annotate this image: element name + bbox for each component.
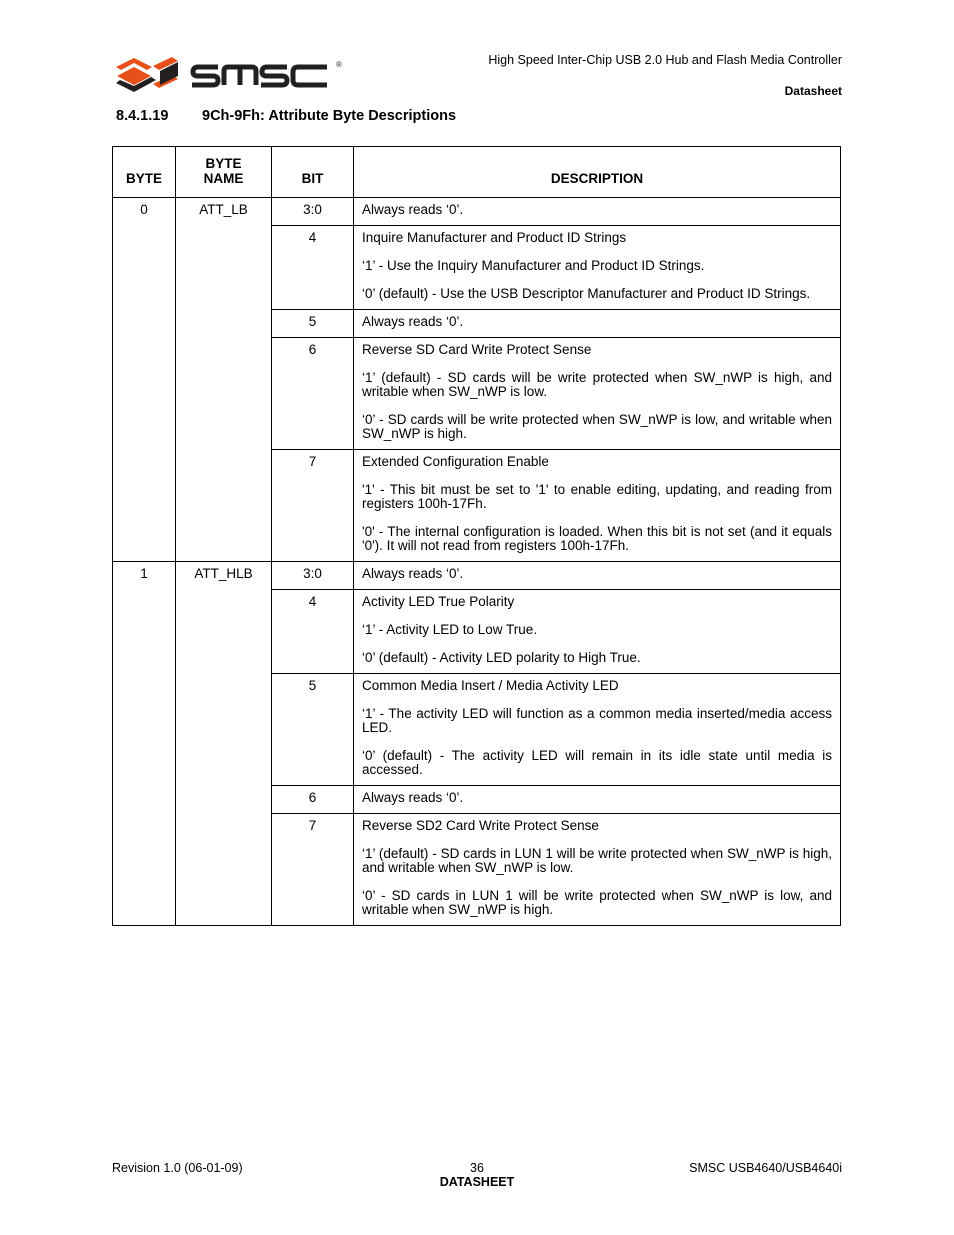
description-paragraph: ‘0’ - SD cards in LUN 1 will be write protected when SW_nWP is low, and writable when SW_nWP is high. [362, 888, 832, 917]
description-paragraph: '0' - The internal configuration is loaded. When this bit is not set (and it equals '0'). It will not read from registers 100h-17Fh. [362, 524, 832, 553]
bit-cell: 4 [272, 590, 354, 674]
bit-cell: 3:0 [272, 562, 354, 590]
section-number: 8.4.1.19 [116, 108, 169, 124]
description-cell [354, 310, 841, 338]
description-title: Common Media Insert / Media Activity LED [362, 678, 619, 693]
description-cell [354, 786, 841, 814]
description-paragraph: ‘1’ - Use the Inquiry Manufacturer and Product ID Strings. [362, 258, 705, 273]
logo-mark-icon [116, 57, 178, 92]
smsc-logo [114, 54, 350, 96]
bit-cell: 7 [272, 450, 354, 562]
description-paragraph: ‘0’ (default) - Activity LED polarity to High True. [362, 650, 641, 665]
document-title: High Speed Inter-Chip USB 2.0 Hub and Flash Media Controller [488, 53, 842, 67]
description-paragraph: ‘0’ (default) - The activity LED will remain in its idle state until media is accessed. [362, 748, 832, 777]
table-row [113, 198, 841, 226]
description-title: Always reads ‘0’. [362, 314, 464, 329]
bit-cell: 6 [272, 338, 354, 450]
description-cell [354, 562, 841, 590]
description-cell [354, 226, 841, 310]
description-cell [354, 338, 841, 450]
table-body [113, 198, 841, 926]
description-title: Activity LED True Polarity [362, 594, 515, 609]
footer-page-number: 36 [470, 1161, 484, 1175]
bit-cell: 5 [272, 310, 354, 338]
header-description: DESCRIPTION [354, 147, 841, 198]
description-title: Always reads ‘0’. [362, 202, 464, 217]
description-paragraph: '1' - This bit must be set to '1' to enable editing, updating, and reading from registers 100h-17Fh. [362, 482, 832, 511]
description-paragraph: ‘0’ (default) - Use the USB Descriptor Manufacturer and Product ID Strings. [362, 286, 811, 301]
header-byte-name-line2: NAME [203, 171, 244, 186]
registered-mark-icon: ® [336, 60, 342, 69]
logo-wordmark [192, 67, 327, 85]
description-cell [354, 198, 841, 226]
description-title: Always reads ‘0’. [362, 566, 464, 581]
header-byte-name [176, 147, 272, 198]
footer-product: SMSC USB4640/USB4640i [689, 1161, 842, 1175]
bit-cell: 4 [272, 226, 354, 310]
footer-doc-label: DATASHEET [439, 1175, 515, 1189]
description-title: Extended Configuration Enable [362, 454, 549, 469]
footer-revision: Revision 1.0 (06-01-09) [112, 1161, 243, 1175]
section-heading [116, 108, 456, 124]
description-title: Reverse SD2 Card Write Protect Sense [362, 818, 599, 833]
description-cell [354, 674, 841, 786]
byte-name-cell: ATT_HLB [176, 562, 272, 926]
byte-cell: 0 [113, 198, 176, 562]
description-cell [354, 450, 841, 562]
description-paragraph: ‘1’ - Activity LED to Low True. [362, 622, 538, 637]
description-title: Inquire Manufacturer and Product ID Strings [362, 230, 627, 245]
description-paragraph: ‘0’ - SD cards will be write protected when SW_nWP is low, and writable when SW_nWP is high. [362, 412, 832, 441]
header-byte-name-line1: BYTE [205, 156, 242, 171]
description-paragraph: ‘1’ (default) - SD cards in LUN 1 will be write protected when SW_nWP is high, and writable when SW_nWP is low. [362, 846, 832, 875]
header-byte: BYTE [113, 147, 176, 198]
bit-cell: 5 [272, 674, 354, 786]
header-bit: BIT [272, 147, 354, 198]
attribute-byte-table [112, 146, 841, 926]
description-paragraph: ‘1’ (default) - SD cards will be write protected when SW_nWP is high, and writable when SW_nWP is low. [362, 370, 832, 399]
section-title: 9Ch-9Fh: Attribute Byte Descriptions [202, 108, 457, 124]
table-header-row [113, 147, 841, 198]
description-title: Always reads ‘0’. [362, 790, 464, 805]
description-title: Reverse SD Card Write Protect Sense [362, 342, 592, 357]
byte-cell: 1 [113, 562, 176, 926]
table-row [113, 562, 841, 590]
bit-cell: 6 [272, 786, 354, 814]
description-cell [354, 590, 841, 674]
byte-name-cell: ATT_LB [176, 198, 272, 562]
description-cell [354, 814, 841, 926]
description-paragraph: ‘1’ - The activity LED will function as a common media inserted/media access LED. [362, 706, 832, 735]
bit-cell: 3:0 [272, 198, 354, 226]
document-type: Datasheet [784, 84, 842, 98]
bit-cell: 7 [272, 814, 354, 926]
